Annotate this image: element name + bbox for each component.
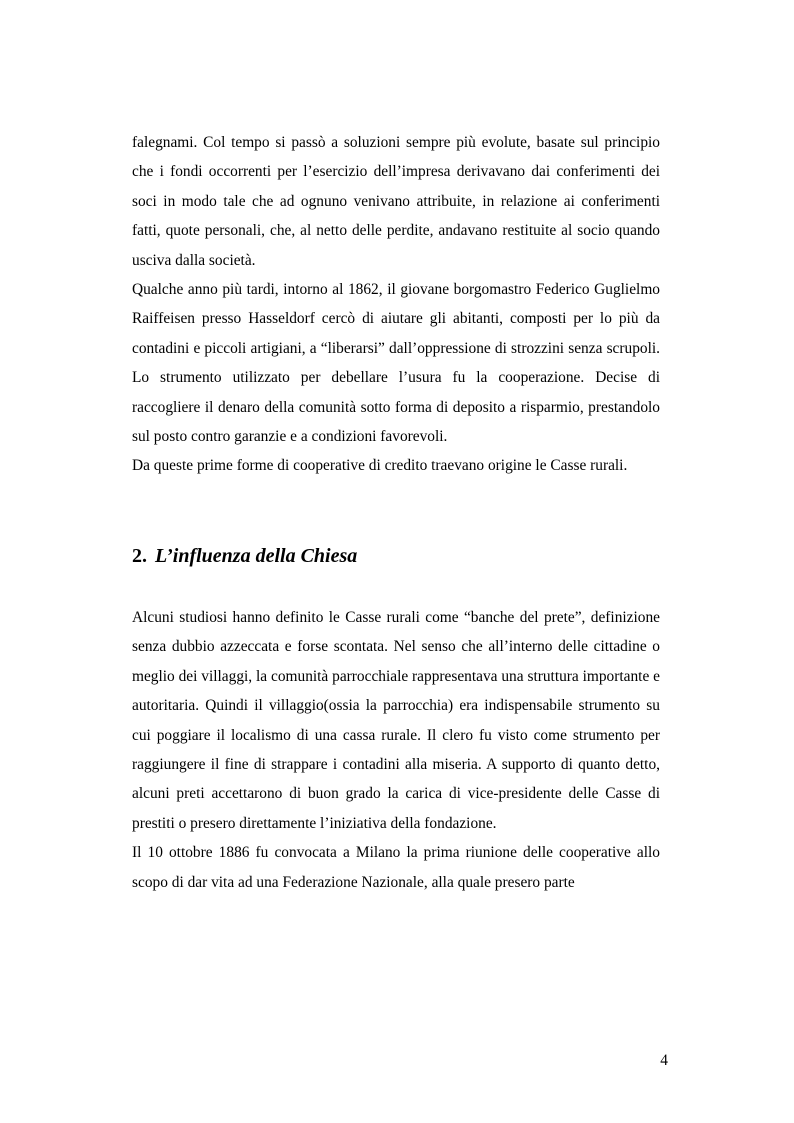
paragraph: Il 10 ottobre 1886 fu convocata a Milano la prima riunione delle cooperative allo scopo di dar vita ad una Federazione Nazionale, alla quale presero parte [132,844,660,891]
section-heading [132,541,357,571]
section-title: L’influenza della Chiesa [155,545,358,567]
paragraph: Qualche anno più tardi, intorno al 1862, il giovane borgomastro Federico Guglielmo Raiffeisen presso Hasseldorf cercò di aiutare gli abitanti, composti per lo più da contadini e piccoli artigiani, a “liberarsi” dall’oppressione di strozzini senza scrupoli. Lo strumento utilizzato per debellare l’usura fu la cooperazione. Decise di raccogliere il denaro della comunità sotto forma di deposito a risparmio, prestandolo sul posto contro garanzie e a condizioni favorevoli. [132,281,660,446]
section-number: 2. [132,545,147,567]
paragraph: Alcuni studiosi hanno definito le Casse rurali come “banche del prete”, definizione senza dubbio azzeccata e forse scontata. Nel senso che all’interno delle cittadine o meglio dei villaggi, la comunità parrocchiale rappresentava una struttura importante e autoritaria. Quindi il villaggio(ossia la parrocchia) era indispensabile strumento su cui poggiare il localismo di una cassa rurale. Il clero fu visto come strumento per raggiungere il fine di strappare i contadini alla miseria. A supporto di quanto detto, alcuni preti accettarono di buon grado la carica di vice-presidente delle Casse di prestiti o presero direttamente l’iniziativa della fondazione. [132,609,660,832]
paragraph: falegnami. Col tempo si passò a soluzioni sempre più evolute, basate sul principio che i fondi occorrenti per l’esercizio dell’impresa derivavano dai conferimenti dei soci in modo tale che ad ognuno venivano attribuite, in relazione ai conferimenti fatti, quote personali, che, al netto delle perdite, andavano restituite al socio quando usciva dalla società. [132,134,660,269]
text-block-intro [132,128,660,481]
paragraph: Da queste prime forme di cooperative di credito traevano origine le Casse rurali. [132,457,628,475]
text-block-section [132,603,660,897]
page-number: 4 [660,1052,668,1069]
